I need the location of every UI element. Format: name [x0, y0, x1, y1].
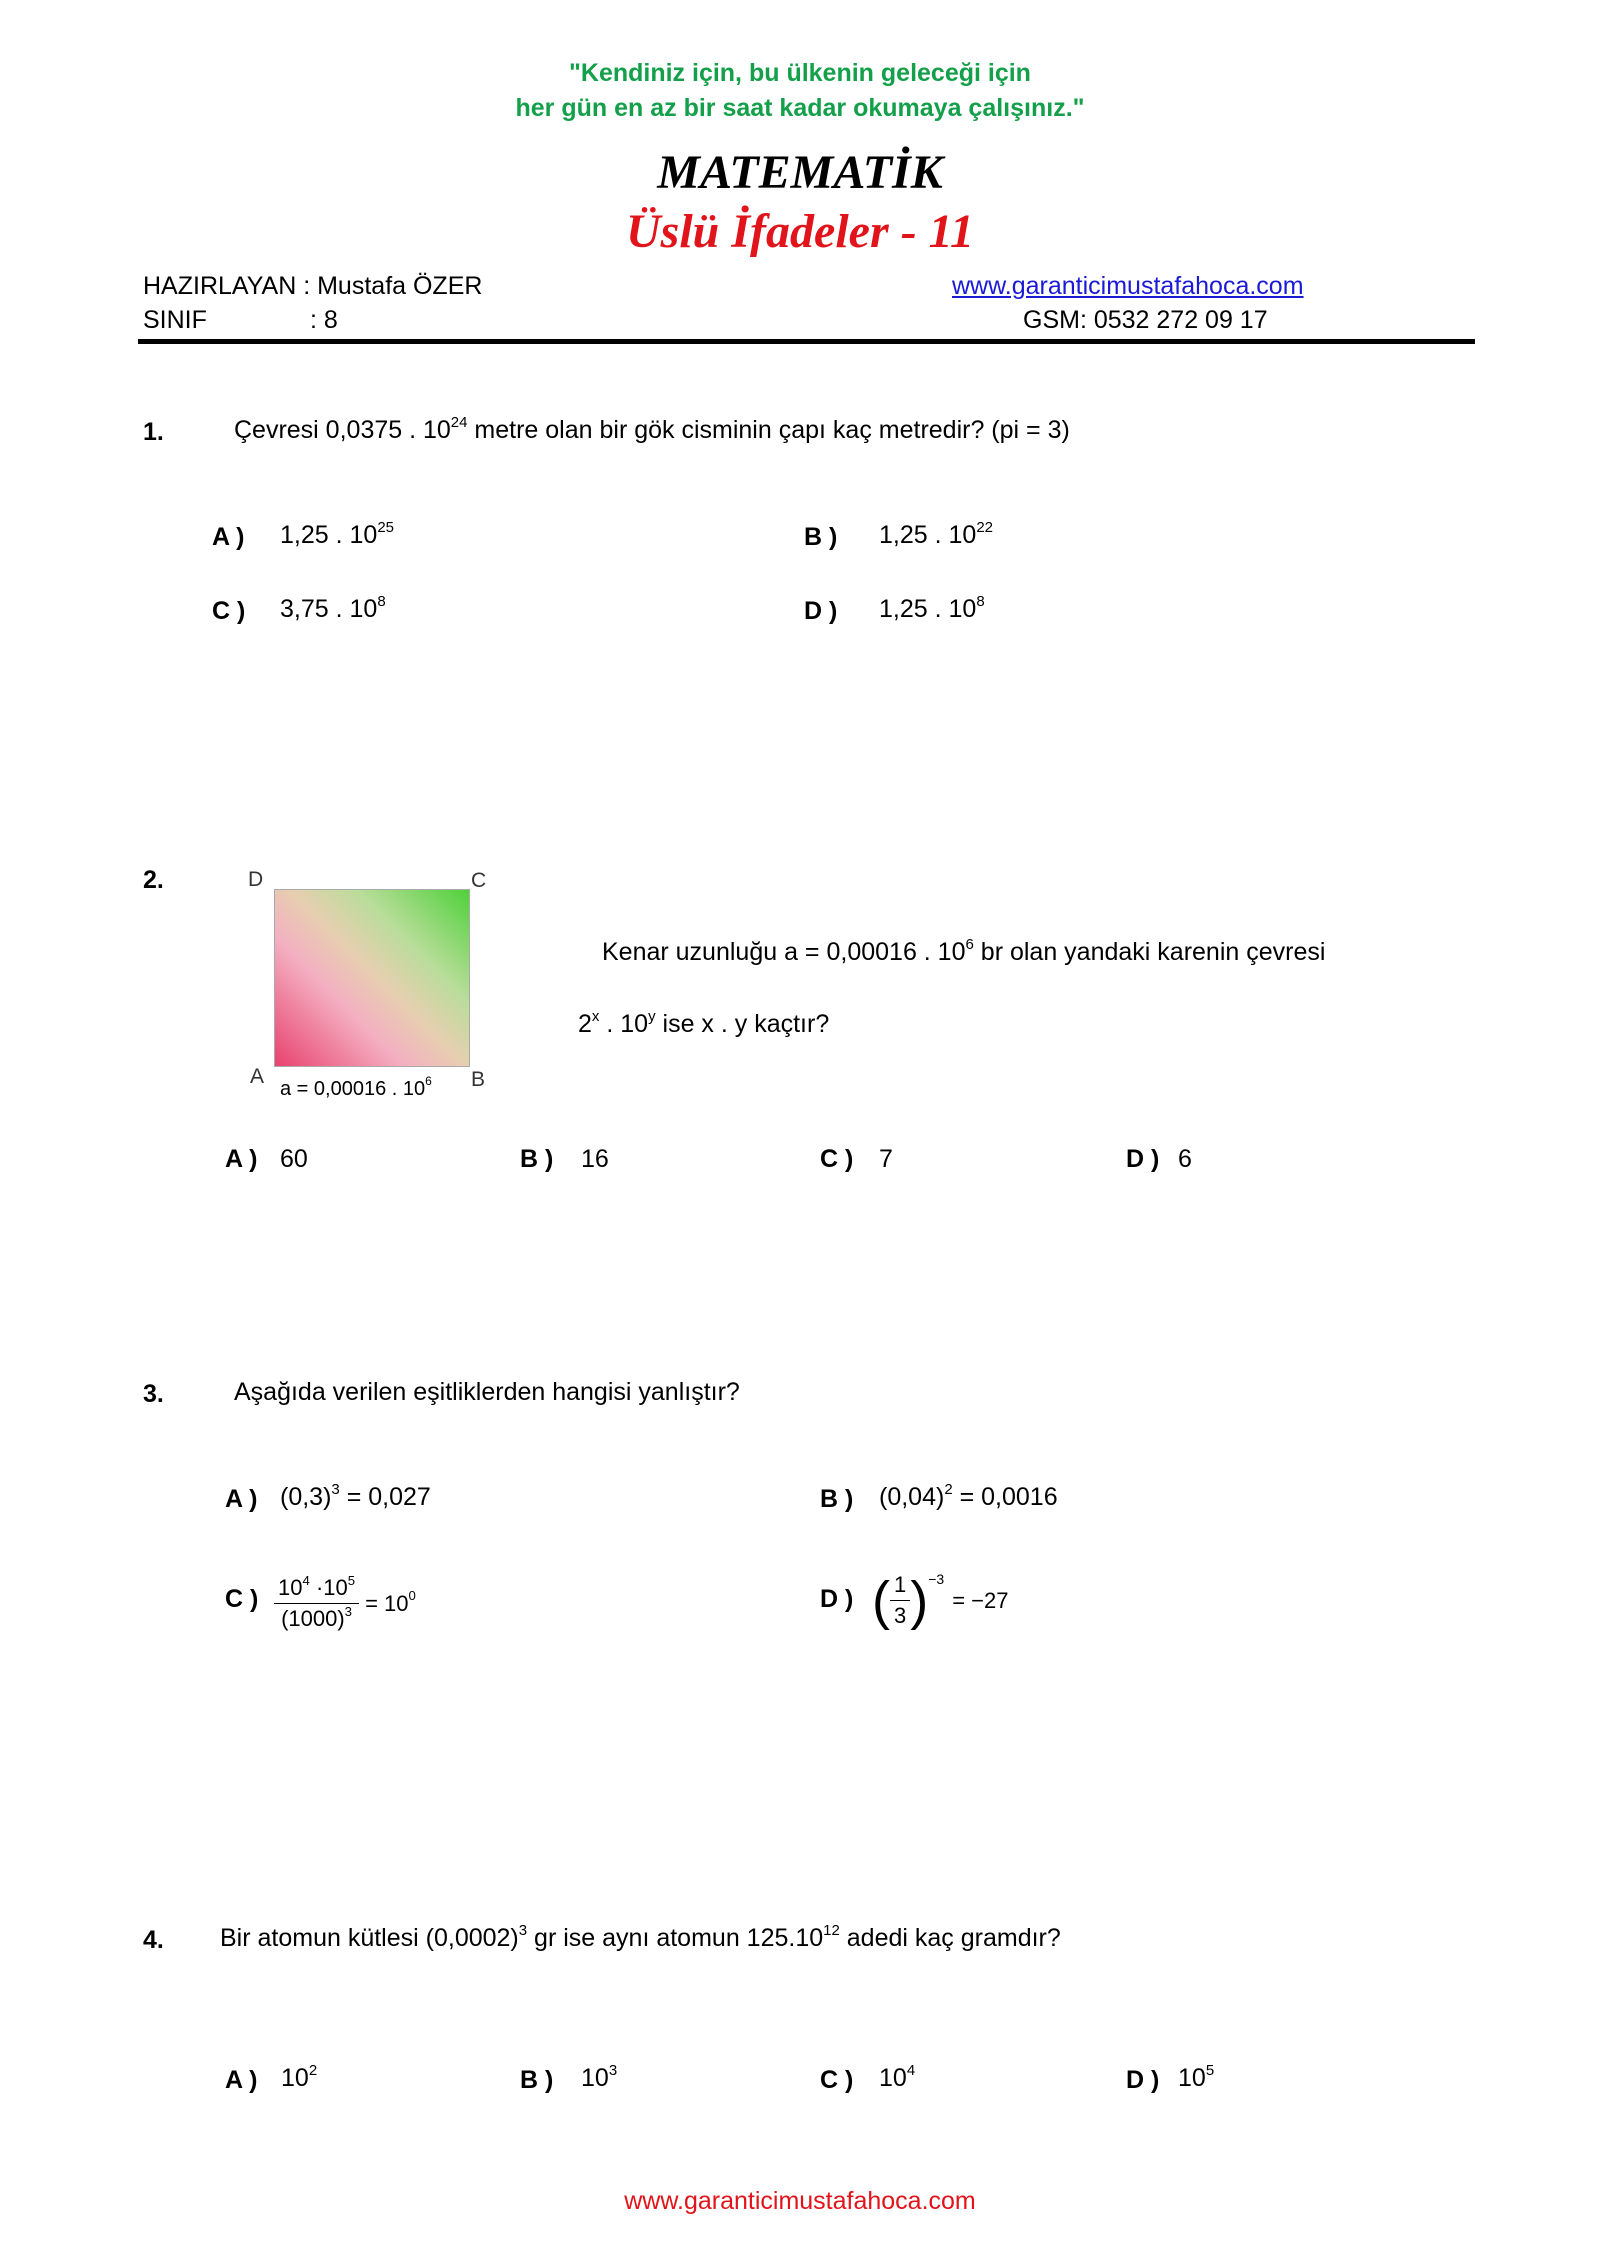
question-number: 1. — [143, 418, 164, 446]
square-figure — [274, 889, 470, 1067]
footer-website[interactable]: www.garanticimustafahoca.com — [624, 2187, 976, 2215]
gsm-number: GSM: 0532 272 09 17 — [1023, 306, 1268, 334]
option-label[interactable]: D ) — [1126, 2066, 1160, 2094]
question-text: Bir atomun kütlesi $(0,0002)^3$ gr ise aynı atomun 125.10$^{12}$ adedi kaç gramdır? — [220, 1921, 1061, 1952]
vertex-label-a: A — [250, 1065, 265, 1088]
class-value: : 8 — [310, 306, 338, 334]
website-link[interactable]: www.garanticimustafahoca.com — [952, 272, 1304, 300]
subject-title: MATEMATİK — [657, 146, 943, 199]
author-label: HAZIRLAYAN : Mustafa ÖZER — [143, 272, 483, 300]
question-number: 3. — [143, 1380, 164, 1408]
option-value[interactable]: $10^5$ — [1178, 2061, 1215, 2092]
class-label: SINIF — [143, 306, 207, 334]
option-label[interactable]: A ) — [212, 523, 245, 551]
option-value[interactable]: 6 — [1178, 1145, 1192, 1173]
left-paren: ( — [872, 1570, 890, 1631]
option-value[interactable]: 1,25 . $10^{25}$ — [280, 518, 394, 549]
question-text: Aşağıda verilen eşitliklerden hangisi yanlıştır? — [234, 1378, 740, 1406]
option-value[interactable]: $10^2$ — [281, 2061, 318, 2092]
vertex-label-d: D — [248, 868, 264, 891]
option-label[interactable]: C ) — [820, 2066, 854, 2094]
option-label[interactable]: A ) — [225, 1485, 258, 1513]
option-label[interactable]: B ) — [820, 1485, 854, 1513]
question-text: Çevresi 0,0375 . $10^{24}$ metre olan bir gök cisminin çapı kaç metredir? (pi = 3) — [234, 413, 1070, 444]
option-value[interactable]: 60 — [280, 1145, 308, 1173]
option-fraction-c[interactable]: $\frac{10^4 \cdot 10^5}{(1000)^3}$ = $10^0$ — [274, 1575, 416, 1632]
option-value[interactable]: 3,75 . $10^8$ — [280, 592, 386, 623]
question-text-line1: Kenar uzunluğu a = 0,00016 . $10^6$ br olan yandaki karenin çevresi — [602, 935, 1326, 966]
option-label[interactable]: B ) — [520, 2066, 554, 2094]
option-value[interactable]: 7 — [879, 1145, 893, 1173]
motto-line-2: her gün en az bir saat kadar okumaya çalışınız." — [515, 94, 1085, 122]
option-value[interactable]: $10^3$ — [581, 2061, 618, 2092]
option-label[interactable]: D ) — [820, 1585, 854, 1613]
option-value[interactable]: $(0,04)^2 = 0,0016$ — [879, 1480, 1058, 1511]
option-label[interactable]: A ) — [225, 2066, 258, 2094]
option-value[interactable]: $(0,3)^3 = 0,027$ — [280, 1480, 431, 1511]
side-length-label: a = 0,00016 . $10^6$ — [280, 1074, 432, 1100]
option-value[interactable]: $10^4$ — [879, 2061, 916, 2092]
option-label[interactable]: D ) — [804, 597, 838, 625]
motto-line-1: "Kendiniz için, bu ülkenin geleceği için — [569, 59, 1031, 87]
option-value[interactable]: 16 — [581, 1145, 609, 1173]
vertex-label-b: B — [471, 1068, 486, 1091]
option-fraction-d[interactable]: ( $\frac{1}{3}$ ) $^{-3}$ = −27 — [872, 1570, 1009, 1631]
header-divider — [138, 339, 1475, 344]
question-number: 4. — [143, 1926, 164, 1954]
question-text-line2: 2$^x$ . 10$^y$ ise x . y kaçtır? — [578, 1007, 830, 1038]
option-label[interactable]: B ) — [804, 523, 838, 551]
option-label[interactable]: B ) — [520, 1145, 554, 1173]
option-value[interactable]: 1,25 . $10^8$ — [879, 592, 985, 623]
option-label[interactable]: A ) — [225, 1145, 258, 1173]
vertex-label-c: C — [471, 869, 487, 892]
option-label[interactable]: C ) — [225, 1585, 259, 1613]
option-label[interactable]: C ) — [820, 1145, 854, 1173]
right-paren: ) — [910, 1570, 929, 1631]
question-number: 2. — [143, 866, 164, 894]
option-label[interactable]: C ) — [212, 597, 246, 625]
option-label[interactable]: D ) — [1126, 1145, 1160, 1173]
option-value[interactable]: 1,25 . $10^{22}$ — [879, 518, 993, 549]
topic-title: Üslü İfadeler - 11 — [626, 205, 974, 258]
